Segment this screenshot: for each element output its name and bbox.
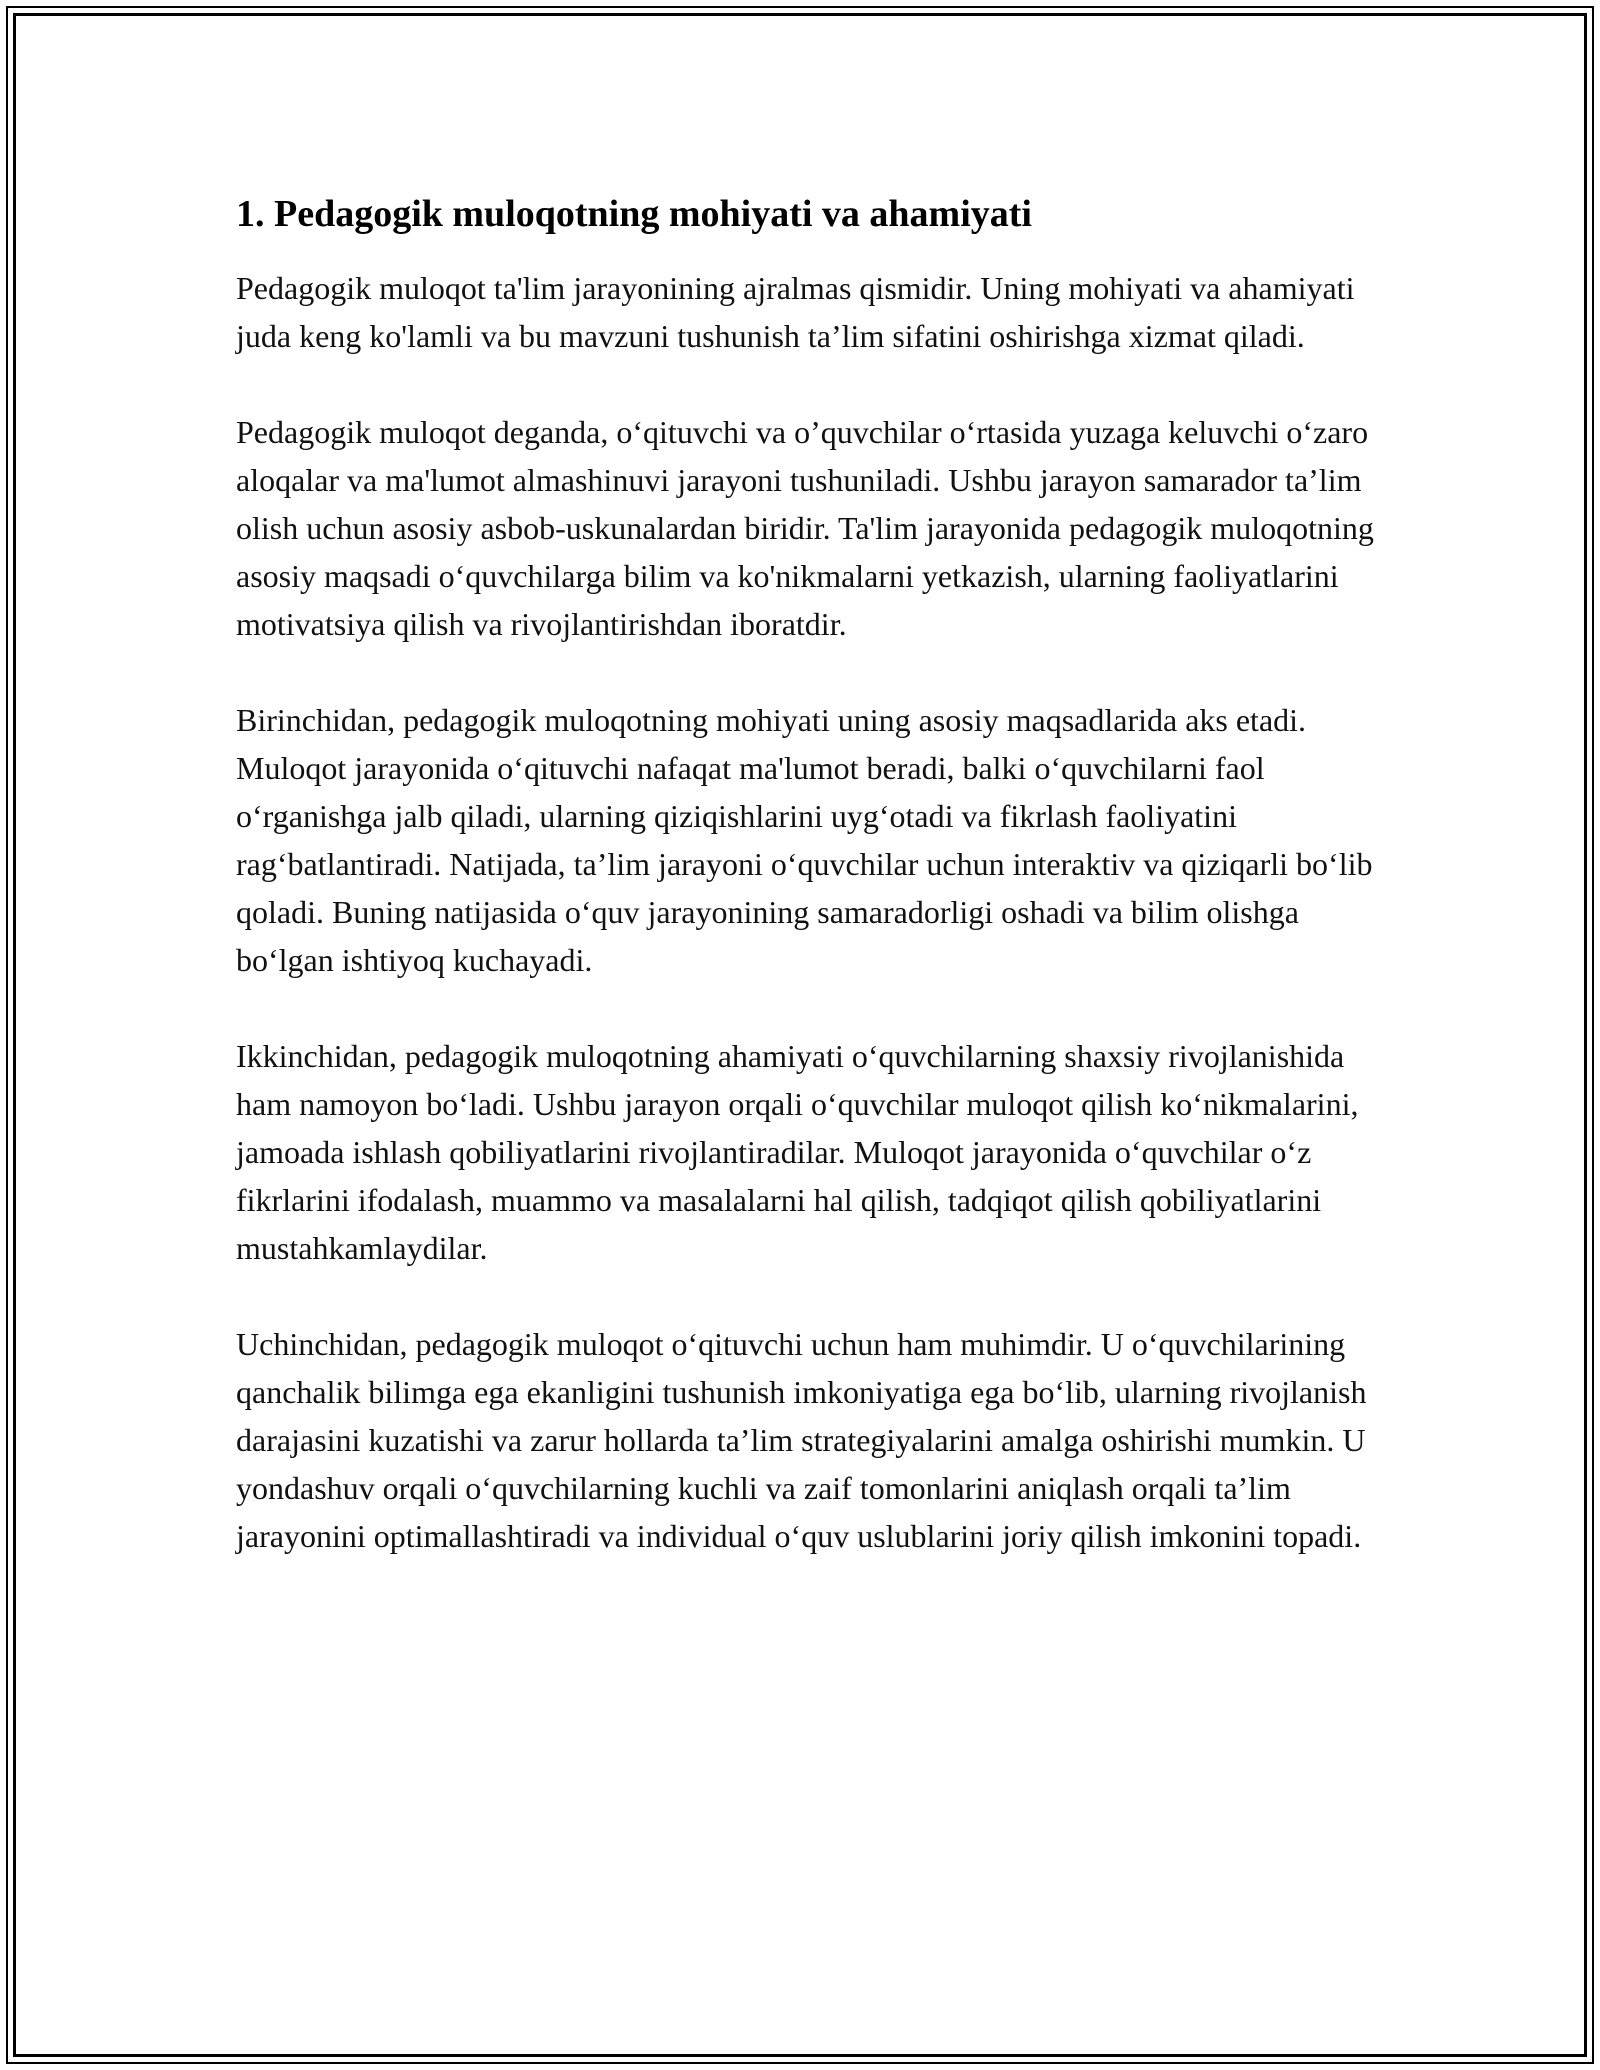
- document-body: [236, 190, 1376, 1608]
- paragraph-definition: Pedagogik muloqot deganda, o‘qituvchi va o’quvchilar o‘rtasida yuzaga keluvchi o‘zaro aloqalar va ma'lumot almashinuvi jarayoni tushuniladi. Ushbu jarayon samarador ta’lim olish uchun asosiy asbob-uskunalardan biridir. Ta'lim jarayonida pedagogik muloqotning asosiy maqsadi o‘quvchilarga bilim va ko'nikmalarni yetkazish, ularning faoliyatlarini motivatsiya qilish va rivojlantirishdan iboratdir.: [236, 414, 1374, 642]
- paragraph-first: Birinchidan, pedagogik muloqotning mohiyati uning asosiy maqsadlarida aks etadi. Muloqot jarayonida o‘qituvchi nafaqat ma'lumot beradi, balki o‘quvchilarni faol o‘rganishga jalb qiladi, ularning qiziqishlarini uyg‘otadi va fikrlash faoliyatini rag‘batlantiradi. Natijada, ta’lim jarayoni o‘quvchilar uchun interaktiv va qiziqarli bo‘lib qoladi. Buning natijasida o‘quv jarayonining samaradorligi oshadi va bilim olishga bo‘lgan ishtiyoq kuchayadi.: [236, 702, 1373, 978]
- paragraph-intro: Pedagogik muloqot ta'lim jarayonining ajralmas qismidir. Uning mohiyati va ahamiyati juda keng ko'lamli va bu mavzuni tushunish ta’lim sifatini oshirishga xizmat qiladi.: [236, 270, 1355, 354]
- paragraph-second: Ikkinchidan, pedagogik muloqotning ahamiyati o‘quvchilarning shaxsiy rivojlanishida ham namoyon bo‘ladi. Ushbu jarayon orqali o‘quvchilar muloqot qilish ko‘nikmalarini, jamoada ishlash qobiliyatlarini rivojlantiradilar. Muloqot jarayonida o‘quvchilar o‘z fikrlarini ifodalash, muammo va masalalarni hal qilish, tadqiqot qilish qobiliyatlarini mustahkamlaydilar.: [236, 1038, 1359, 1266]
- paragraph-third: Uchinchidan, pedagogik muloqot o‘qituvchi uchun ham muhimdir. U o‘quvchilarining qanchalik bilimga ega ekanligini tushunish imkoniyatiga ega bo‘lib, ularning rivojlanish darajasini kuzatishi va zarur hollarda ta’lim strategiyalarini amalga oshirishi mumkin. U yondashuv orqali o‘quvchilarning kuchli va zaif tomonlarini aniqlash orqali ta’lim jarayonini optimallashtiradi va individual o‘quv uslublarini joriy qilish imkonini topadi.: [236, 1326, 1367, 1554]
- section-heading: 1. Pedagogik muloqotning mohiyati va ahamiyati: [236, 193, 1032, 235]
